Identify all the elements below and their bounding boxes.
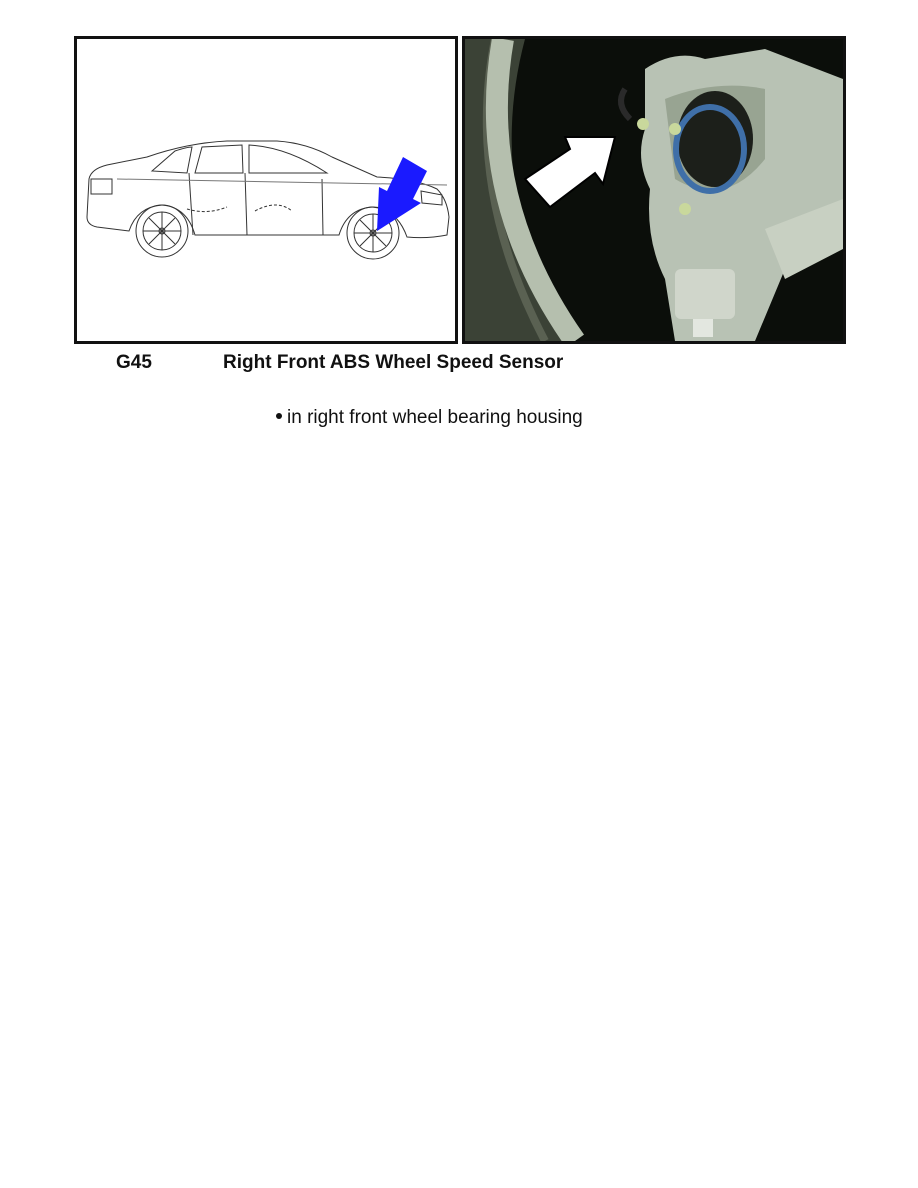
car-line-drawing xyxy=(77,39,455,341)
figure-sensor-photo xyxy=(462,36,846,344)
location-bullet-item xyxy=(276,407,583,429)
pointer-arrow-icon xyxy=(377,157,427,231)
component-code: G45 xyxy=(116,352,152,373)
wheel-bearing-photo xyxy=(465,39,843,341)
location-text: in right front wheel bearing housing xyxy=(287,407,583,428)
bullet-icon xyxy=(276,413,282,419)
figure-car-diagram xyxy=(74,36,458,344)
component-title: Right Front ABS Wheel Speed Sensor xyxy=(223,352,564,373)
